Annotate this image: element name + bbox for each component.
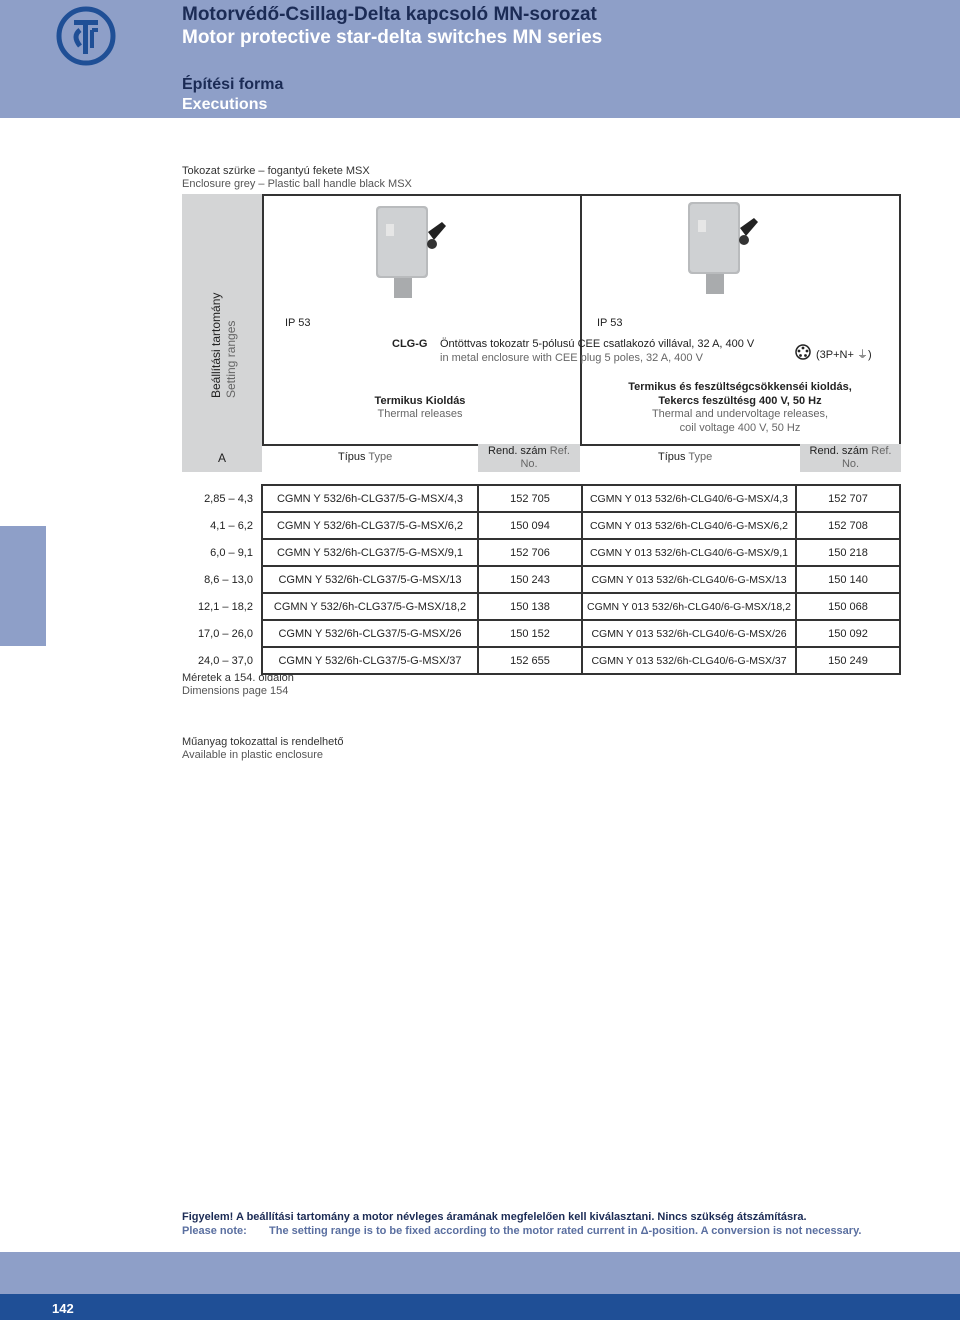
note-en: The setting range is to be fixed according to the motor rated current in Δ-position. A conversion is not necessary. <box>269 1225 862 1237</box>
type-right-cell: CGMN Y 013 532/6h-CLG40/6-G-MSX/6,2 <box>582 512 796 539</box>
setting-range-cell: 17,0 – 26,0 <box>197 627 253 640</box>
clg-description-en: in metal enclosure with CEE plug 5 poles, 32 A, 400 V <box>440 352 703 364</box>
ref-left-cell: 152 706 <box>478 539 582 566</box>
ref-hu: Rend. szám <box>809 445 869 457</box>
title-en: Motor protective star-delta switches MN series <box>182 27 603 48</box>
col-header-type-left <box>338 451 392 463</box>
ip-rating-right: IP 53 <box>597 317 623 329</box>
ref-right-cell: 150 140 <box>796 566 900 593</box>
setting-range-cell: 8,6 – 13,0 <box>204 573 253 586</box>
pole-config: (3P+N+ ⏚) <box>816 349 872 361</box>
ref-no: No. <box>520 458 538 470</box>
section-en: Executions <box>182 96 268 113</box>
section-hu: Építési forma <box>182 76 284 93</box>
type-right-cell: CGMN Y 013 532/6h-CLG40/6-G-MSX/4,3 <box>582 485 796 512</box>
footer-bar <box>0 1294 960 1320</box>
setting-ranges-hu: Beállítási tartomány <box>209 292 223 398</box>
type-right-cell: CGMN Y 013 532/6h-CLG40/6-G-MSX/37 <box>582 647 796 674</box>
ref-left-cell: 150 138 <box>478 593 582 620</box>
switch-product-image-left <box>372 204 450 300</box>
col-header-type-right <box>658 451 712 463</box>
type-right-cell: CGMN Y 013 532/6h-CLG40/6-G-MSX/18,2 <box>582 593 796 620</box>
col-header-ref-right <box>800 445 901 471</box>
title-hu: Motorvédő-Csillag-Delta kapcsoló MN-sorozat <box>182 4 597 25</box>
ref-en: Ref. <box>871 445 892 457</box>
table-row <box>182 512 900 539</box>
type-right-cell: CGMN Y 013 532/6h-CLG40/6-G-MSX/26 <box>582 620 796 647</box>
ref-no: No. <box>841 458 860 470</box>
ref-left-cell: 152 655 <box>478 647 582 674</box>
company-logo-icon <box>56 6 116 66</box>
setting-range-cell: 4,1 – 6,2 <box>210 519 253 532</box>
setting-range-cell: 24,0 – 37,0 <box>197 654 253 667</box>
ref-right-cell: 152 708 <box>796 512 900 539</box>
col-header-ref-left <box>478 445 580 471</box>
side-tab <box>0 526 46 646</box>
setting-range-cell: 12,1 – 18,2 <box>197 600 253 613</box>
left-release-en: Thermal releases <box>377 408 463 420</box>
clg-code: CLG-G <box>392 338 428 350</box>
table-row <box>182 485 900 512</box>
type-hu: Típus <box>658 451 686 463</box>
ref-right-cell: 152 707 <box>796 485 900 512</box>
plastic-hu: Műanyag tokozattal is rendelhető <box>182 736 344 748</box>
footer-band <box>0 1252 960 1294</box>
table-row <box>182 566 900 593</box>
type-left-cell: CGMN Y 532/6h-CLG37/5-G-MSX/26 <box>262 620 478 647</box>
table-row <box>182 647 900 674</box>
type-en: Type <box>368 451 393 463</box>
cee-plug-icon <box>795 344 811 360</box>
product-table <box>182 484 901 675</box>
switch-product-image-right <box>684 200 762 296</box>
note-en-label: Please note: <box>182 1225 247 1237</box>
type-left-cell: CGMN Y 532/6h-CLG37/5-G-MSX/13 <box>262 566 478 593</box>
ref-right-cell: 150 068 <box>796 593 900 620</box>
right-release-hu-1: Termikus és feszültségcsökkenséi kioldás, <box>628 381 852 393</box>
ref-right-cell: 150 092 <box>796 620 900 647</box>
right-release-en-2: coil voltage 400 V, 50 Hz <box>679 422 801 434</box>
table-row <box>182 593 900 620</box>
ip-rating-left: IP 53 <box>285 317 311 329</box>
ref-left-cell: 150 152 <box>478 620 582 647</box>
enclosure-hu: Tokozat szürke – fogantyú fekete MSX <box>182 165 370 177</box>
setting-ranges-en: Setting ranges <box>224 320 238 398</box>
note-hu: Figyelem! A beállítási tartomány a motor névleges áramának megfelelően kell kiválasztani. Nincs szükség átszámításra. <box>182 1211 807 1223</box>
ref-right-cell: 150 218 <box>796 539 900 566</box>
type-right-cell: CGMN Y 013 532/6h-CLG40/6-G-MSX/13 <box>582 566 796 593</box>
type-left-cell: CGMN Y 532/6h-CLG37/5-G-MSX/6,2 <box>262 512 478 539</box>
ref-left-cell: 150 094 <box>478 512 582 539</box>
page-number: 142 <box>52 1301 74 1316</box>
type-hu: Típus <box>338 451 366 463</box>
enclosure-en: Enclosure grey – Plastic ball handle black MSX <box>182 178 412 190</box>
table-row <box>182 620 900 647</box>
table-row <box>182 539 900 566</box>
ref-right-cell: 150 249 <box>796 647 900 674</box>
setting-range-cell: 6,0 – 9,1 <box>210 546 253 559</box>
type-left-cell: CGMN Y 532/6h-CLG37/5-G-MSX/4,3 <box>262 485 478 512</box>
ref-hu: Rend. szám <box>488 445 547 457</box>
dimensions-en: Dimensions page 154 <box>182 685 289 697</box>
ref-en: Ref. <box>549 445 570 457</box>
right-release-en-1: Thermal and undervoltage releases, <box>651 408 829 420</box>
type-left-cell: CGMN Y 532/6h-CLG37/5-G-MSX/37 <box>262 647 478 674</box>
setting-range-cell: 2,85 – 4,3 <box>204 492 253 505</box>
plastic-en: Available in plastic enclosure <box>182 749 324 761</box>
type-left-cell: CGMN Y 532/6h-CLG37/5-G-MSX/18,2 <box>262 593 478 620</box>
type-left-cell: CGMN Y 532/6h-CLG37/5-G-MSX/9,1 <box>262 539 478 566</box>
type-right-cell: CGMN Y 013 532/6h-CLG40/6-G-MSX/9,1 <box>582 539 796 566</box>
dimensions-hu: Méretek a 154. oldalon <box>182 672 294 684</box>
ref-left-cell: 152 705 <box>478 485 582 512</box>
type-en: Type <box>688 451 713 463</box>
right-release-hu-2: Tekercs feszültésg 400 V, 50 Hz <box>658 395 822 407</box>
left-release-hu: Termikus Kioldás <box>374 395 466 407</box>
col-header-a: A <box>218 451 227 465</box>
ref-left-cell: 150 243 <box>478 566 582 593</box>
clg-description-hu: Öntöttvas tokozatr 5-pólusú CEE csatlakozó villával, 32 A, 400 V <box>440 338 755 350</box>
